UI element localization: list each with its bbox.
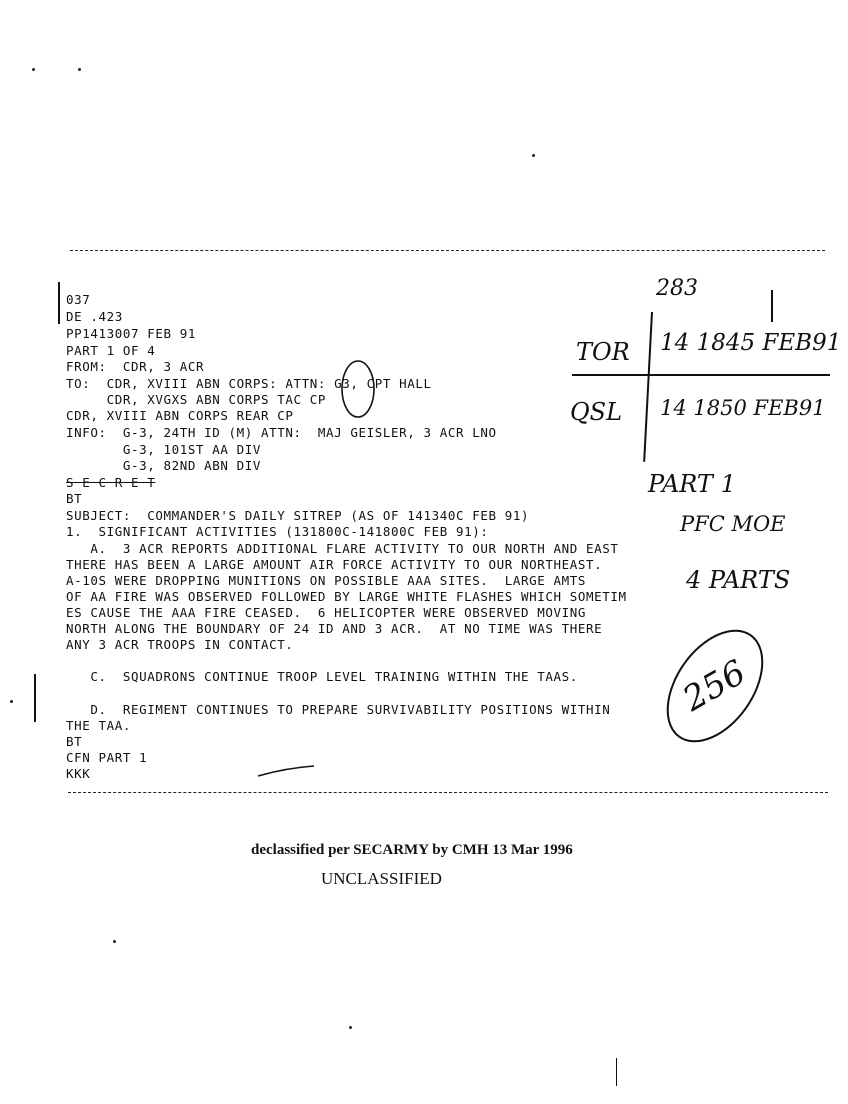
break-marker-top: BT — [66, 491, 83, 506]
message-from: FROM: CDR, 3 ACR — [66, 359, 205, 374]
tor-value: 14 1845 FEB91 — [660, 330, 842, 356]
message-number: 037 — [66, 292, 91, 307]
speck — [10, 700, 13, 703]
qsl-label: QSL — [570, 398, 623, 426]
paragraph-d-line-1: D. REGIMENT CONTINUES TO PREPARE SURVIVABILITY POSITIONS WITHIN — [66, 702, 611, 717]
handwritten-pfc: PFC MOE — [680, 512, 786, 536]
bottom-divider — [68, 792, 828, 793]
message-to-1: TO: CDR, XVIII ABN CORPS: ATTN: G3, CPT HALL — [66, 376, 432, 391]
speck — [113, 940, 116, 943]
annotation-tick — [771, 290, 773, 322]
classification-marking: UNCLASSIFIED — [321, 869, 442, 888]
speck — [349, 1026, 352, 1029]
body-line: OF AA FIRE WAS OBSERVED FOLLOWED BY LARGE WHITE FLASHES WHICH SOMETIM — [66, 589, 627, 604]
handwritten-part: PART 1 — [648, 470, 736, 498]
end-part-line: CFN PART 1 — [66, 750, 148, 765]
message-de-line: DE .423 — [66, 309, 123, 324]
paragraph-d-line-2: THE TAA. — [66, 718, 132, 733]
declassification-note: declassified per SECARMY by CMH 13 Mar 1996 — [251, 842, 573, 858]
message-info-1: INFO: G-3, 24TH ID (M) ATTN: MAJ GEISLER, 3 ACR LNO — [66, 425, 497, 440]
tor-qsl-divider-vertical — [643, 312, 653, 462]
body-line: THERE HAS BEEN A LARGE AMOUNT AIR FORCE ACTIVITY TO OUR NORTHEAST. — [66, 557, 603, 572]
subject-line: SUBJECT: COMMANDER'S DAILY SITREP (AS OF 141340C FEB 91) — [66, 508, 530, 523]
page-edge-mark — [616, 1058, 617, 1086]
tor-label: TOR — [576, 338, 630, 366]
message-dtg: PP1413007 FEB 91 — [66, 326, 197, 341]
message-to-2: CDR, XVGXS ABN CORPS TAC CP — [66, 392, 327, 407]
classification-struck: S E C R E T — [66, 475, 156, 490]
message-info-3: G-3, 82ND ABN DIV — [66, 458, 262, 473]
message-part: PART 1 OF 4 — [66, 343, 156, 358]
g3-circle-mark — [338, 358, 378, 420]
tor-qsl-divider-horizontal — [572, 374, 830, 376]
paragraph-c: C. SQUADRONS CONTINUE TROOP LEVEL TRAINING WITHIN THE TAAS. — [66, 669, 578, 684]
speck — [532, 154, 535, 157]
break-marker-bottom: BT — [66, 734, 83, 749]
circled-number: 256 — [676, 652, 753, 720]
speck — [78, 68, 81, 71]
pen-stroke — [256, 764, 316, 780]
body-line: A. 3 ACR REPORTS ADDITIONAL FLARE ACTIVITY TO OUR NORTH AND EAST — [66, 541, 619, 556]
section-heading: 1. SIGNIFICANT ACTIVITIES (131800C-141800C FEB 91): — [66, 524, 489, 539]
body-line: ES CAUSE THE AAA FIRE CEASED. 6 HELICOPTER WERE OBSERVED MOVING — [66, 605, 587, 620]
message-info-2: G-3, 101ST AA DIV — [66, 442, 262, 457]
margin-bracket — [34, 674, 36, 722]
body-line: A-10S WERE DROPPING MUNITIONS ON POSSIBLE AAA SITES. LARGE AMTS — [66, 573, 587, 588]
qsl-value: 14 1850 FEB91 — [660, 396, 826, 420]
end-kkk: KKK — [66, 766, 91, 781]
message-to-3: CDR, XVIII ABN CORPS REAR CP — [66, 408, 294, 423]
speck — [32, 68, 35, 71]
body-line: ANY 3 ACR TROOPS IN CONTACT. — [66, 637, 294, 652]
top-divider — [70, 250, 825, 251]
margin-bracket — [58, 282, 60, 324]
body-line: NORTH ALONG THE BOUNDARY OF 24 ID AND 3 ACR. AT NO TIME WAS THERE — [66, 621, 603, 636]
handwritten-page-number: 283 — [656, 276, 698, 301]
handwritten-parts-count: 4 PARTS — [686, 566, 791, 594]
